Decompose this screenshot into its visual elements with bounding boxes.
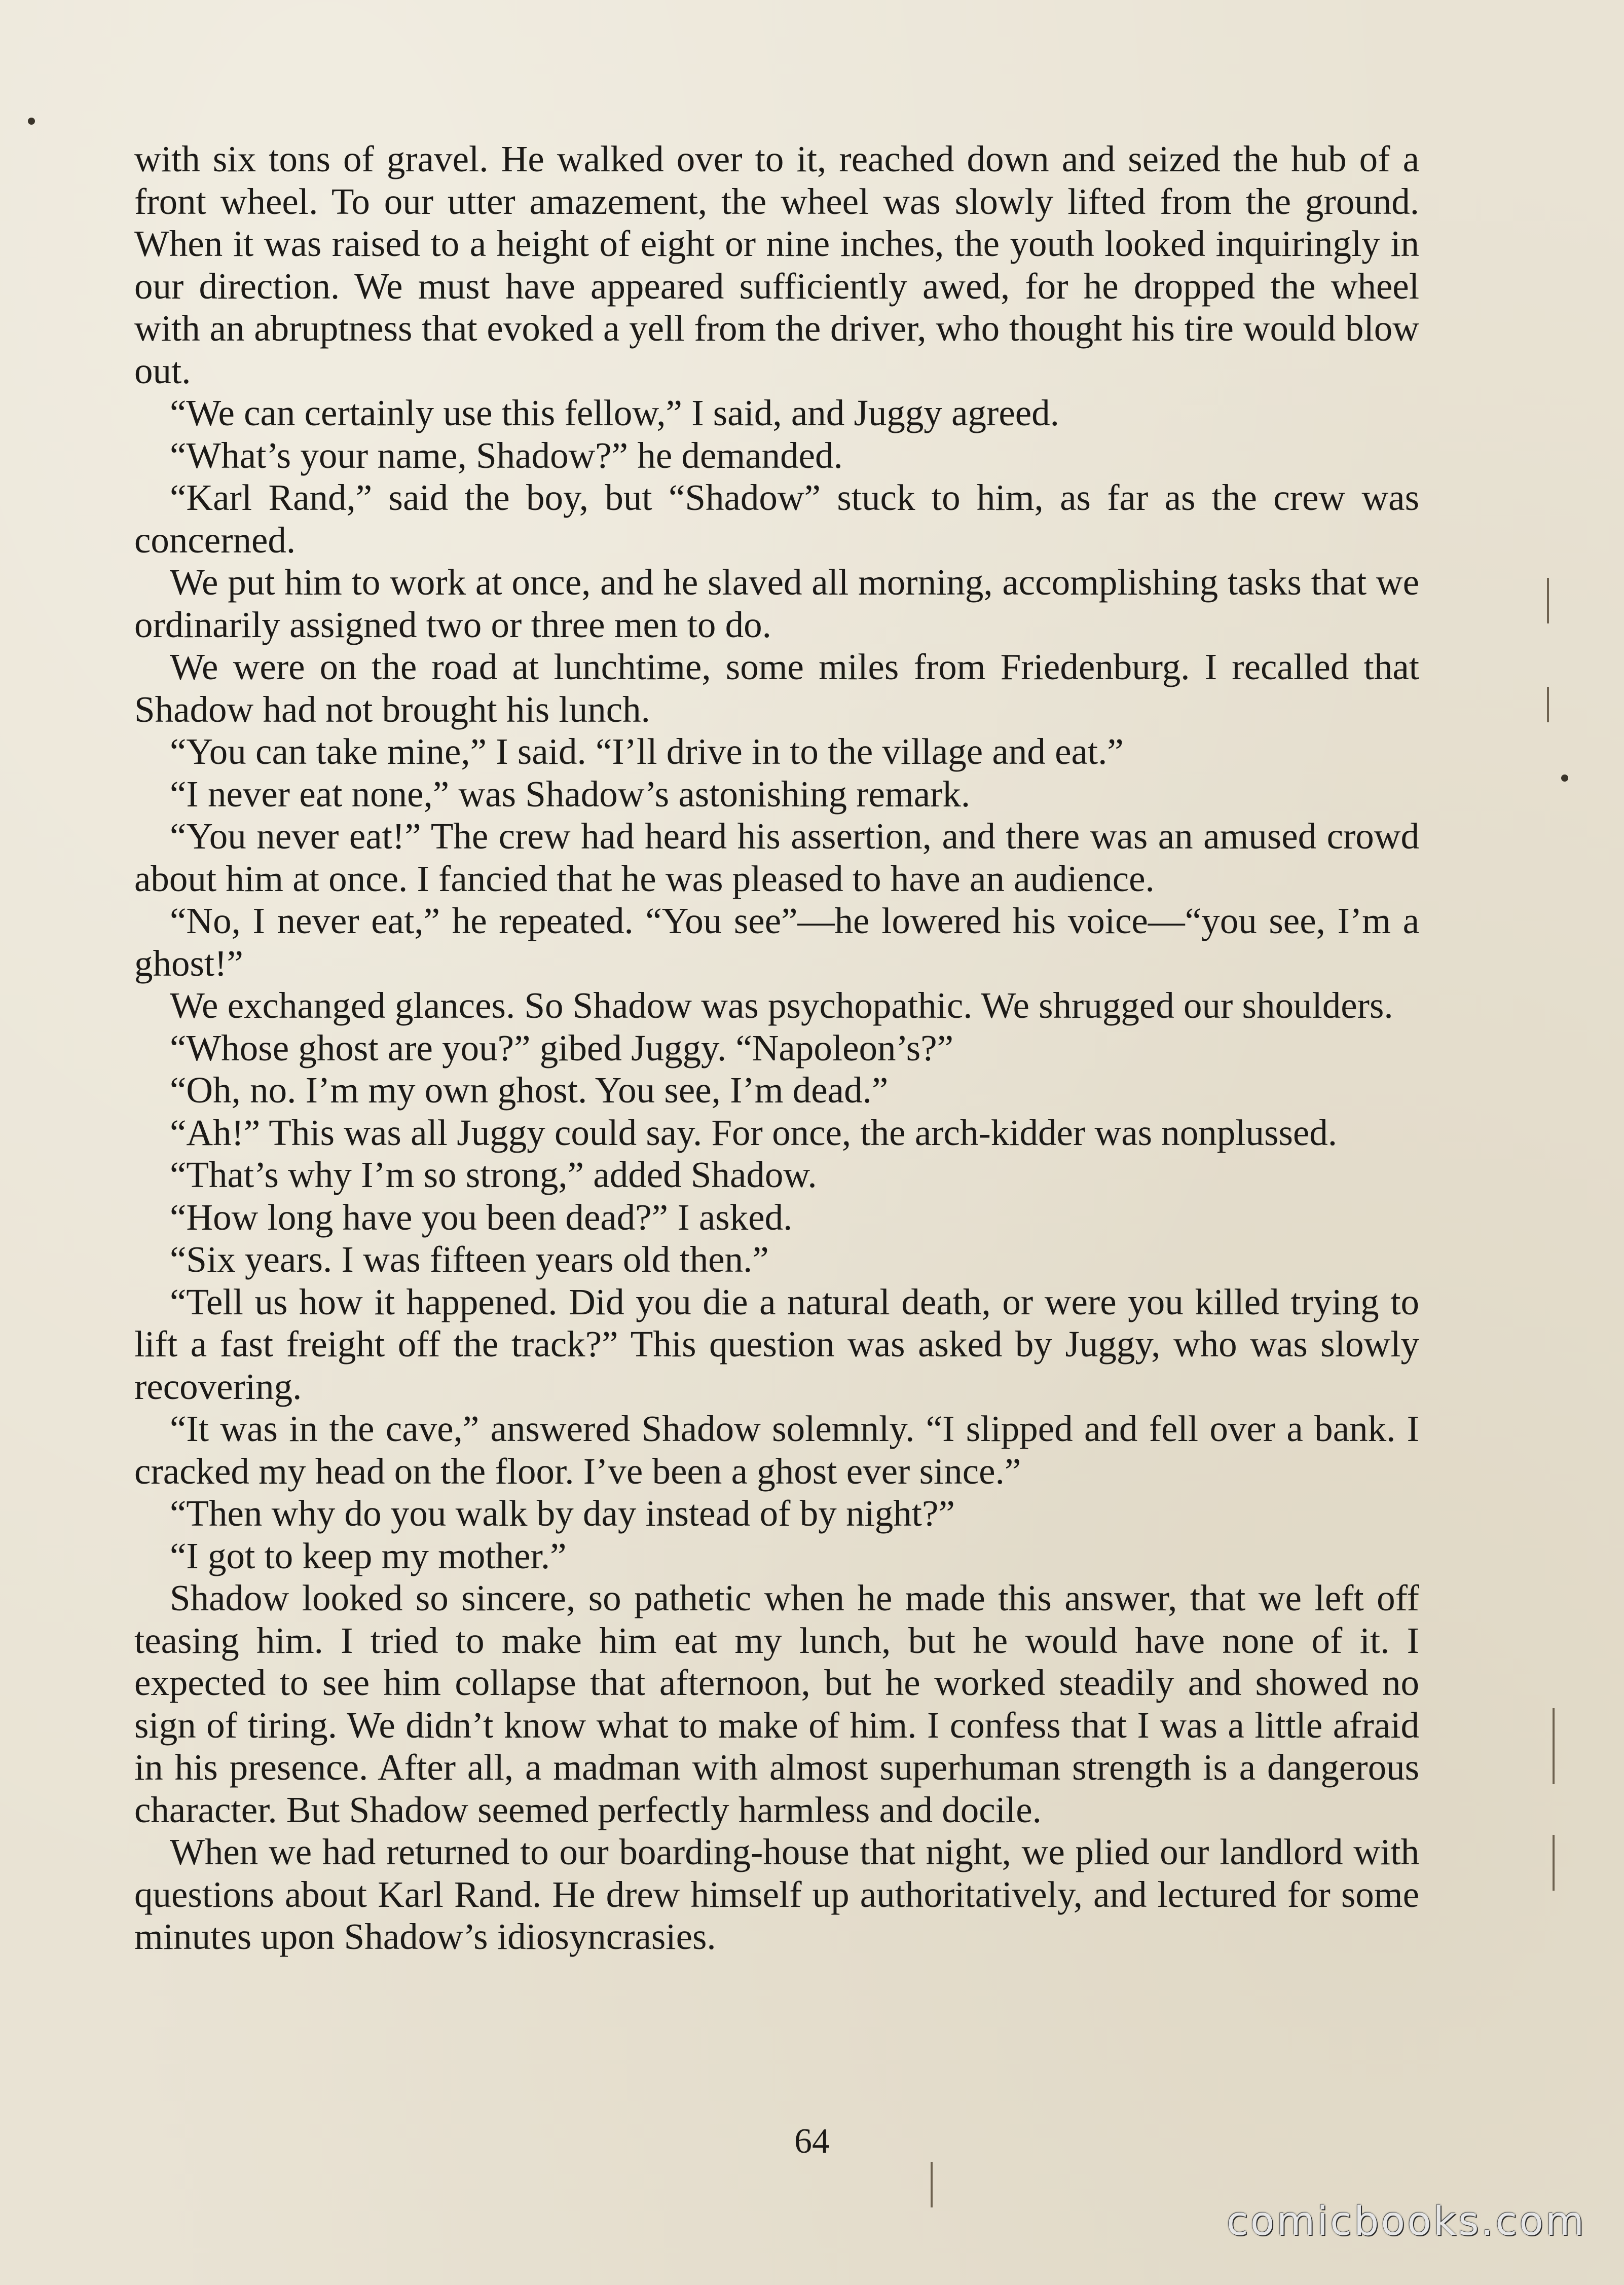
paper-speck: [1561, 775, 1568, 782]
paragraph: “It was in the cave,” answered Shadow solemnly. “I slipped and fell over a bank. I cracked my head on the floor. I’ve been a ghost ever since.”: [134, 1408, 1419, 1492]
paragraph: “Karl Rand,” said the boy, but “Shadow” stuck to him, as far as the crew was concerned.: [134, 477, 1419, 561]
paper-edge-mark: [931, 2162, 933, 2207]
paragraph: “How long have you been dead?” I asked.: [170, 1196, 793, 1238]
paragraph: “Six years. I was fifteen years old then.”: [170, 1239, 769, 1280]
paragraph: When we had returned to our boarding-house that night, we plied our landlord with questions about Karl Rand. He drew himself up authoritatively, and lectured for some minutes upon Shadow’s idiosyncrasies.: [134, 1831, 1419, 1957]
paragraph: “Oh, no. I’m my own ghost. You see, I’m dead.”: [170, 1070, 889, 1111]
paragraph: “No, I never eat,” he repeated. “You see”—he lowered his voice—“you see, I’m a ghost!”: [134, 900, 1419, 984]
paragraph: “You never eat!” The crew had heard his assertion, and there was an amused crowd about him at once. I fancied that he was pleased to have an audience.: [134, 816, 1419, 899]
page-number: 64: [794, 2122, 830, 2161]
body-text: [134, 138, 1419, 1958]
paragraph: Shadow looked so sincere, so pathetic when he made this answer, that we left off teasing him. I tried to make him eat my lunch, but he would have none of it. I expected to see him collapse that afternoon, but he worked steadily and showed no sign of tiring. We didn’t know what to make of him. I confess that I was a little afraid in his presence. After all, a madman with almost superhuman strength is a dangerous character. But Shadow seemed perfectly harmless and docile.: [134, 1577, 1419, 1830]
paragraph: We put him to work at once, and he slaved all morning, accomplishing tasks that we ordinarily assigned two or three men to do.: [134, 562, 1419, 645]
paragraph: “Then why do you walk by day instead of by night?”: [170, 1493, 955, 1534]
paragraph: “I never eat none,” was Shadow’s astonishing remark.: [170, 773, 971, 815]
paragraph: “Tell us how it happened. Did you die a natural death, or were you killed trying to lift a fast freight off the track?” This question was asked by Juggy, who was slowly recovering.: [134, 1281, 1419, 1407]
paragraph: “We can certainly use this fellow,” I said, and Juggy agreed.: [170, 392, 1059, 433]
paragraph: “Whose ghost are you?” gibed Juggy. “Napoleon’s?”: [170, 1027, 954, 1068]
site-watermark: comicbooks.com: [1226, 2199, 1586, 2244]
paragraph: “That’s why I’m so strong,” added Shadow.: [170, 1154, 817, 1195]
paragraph: “Ah!” This was all Juggy could say. For once, the arch-kidder was nonplussed.: [170, 1112, 1338, 1153]
paragraph: “I got to keep my mother.”: [170, 1535, 567, 1576]
paragraph: with six tons of gravel. He walked over to it, reached down and seized the hub of a front wheel. To our utter amazement, the wheel was slowly lifted from the ground. When it was raised to a height of eight or nine inches, the youth looked inquiringly in our direction. We must have appeared sufficiently awed, for he dropped the wheel with an abruptness that evoked a yell from the driver, who thought his tire would blow out.: [134, 138, 1419, 391]
paragraph: “You can take mine,” I said. “I’ll drive in to the village and eat.”: [170, 731, 1124, 772]
paper-edge-mark: [1547, 687, 1549, 722]
paragraph: We exchanged glances. So Shadow was psychopathic. We shrugged our shoulders.: [170, 985, 1393, 1026]
paragraph: “What’s your name, Shadow?” he demanded.: [170, 434, 843, 476]
paper-edge-mark: [1553, 1708, 1555, 1784]
paper-edge-mark: [1547, 578, 1549, 623]
paper-edge-mark: [1553, 1835, 1555, 1891]
paragraph: We were on the road at lunchtime, some miles from Friedenburg. I recalled that Shadow had not brought his lunch.: [134, 646, 1419, 730]
paper-speck: [28, 118, 35, 125]
